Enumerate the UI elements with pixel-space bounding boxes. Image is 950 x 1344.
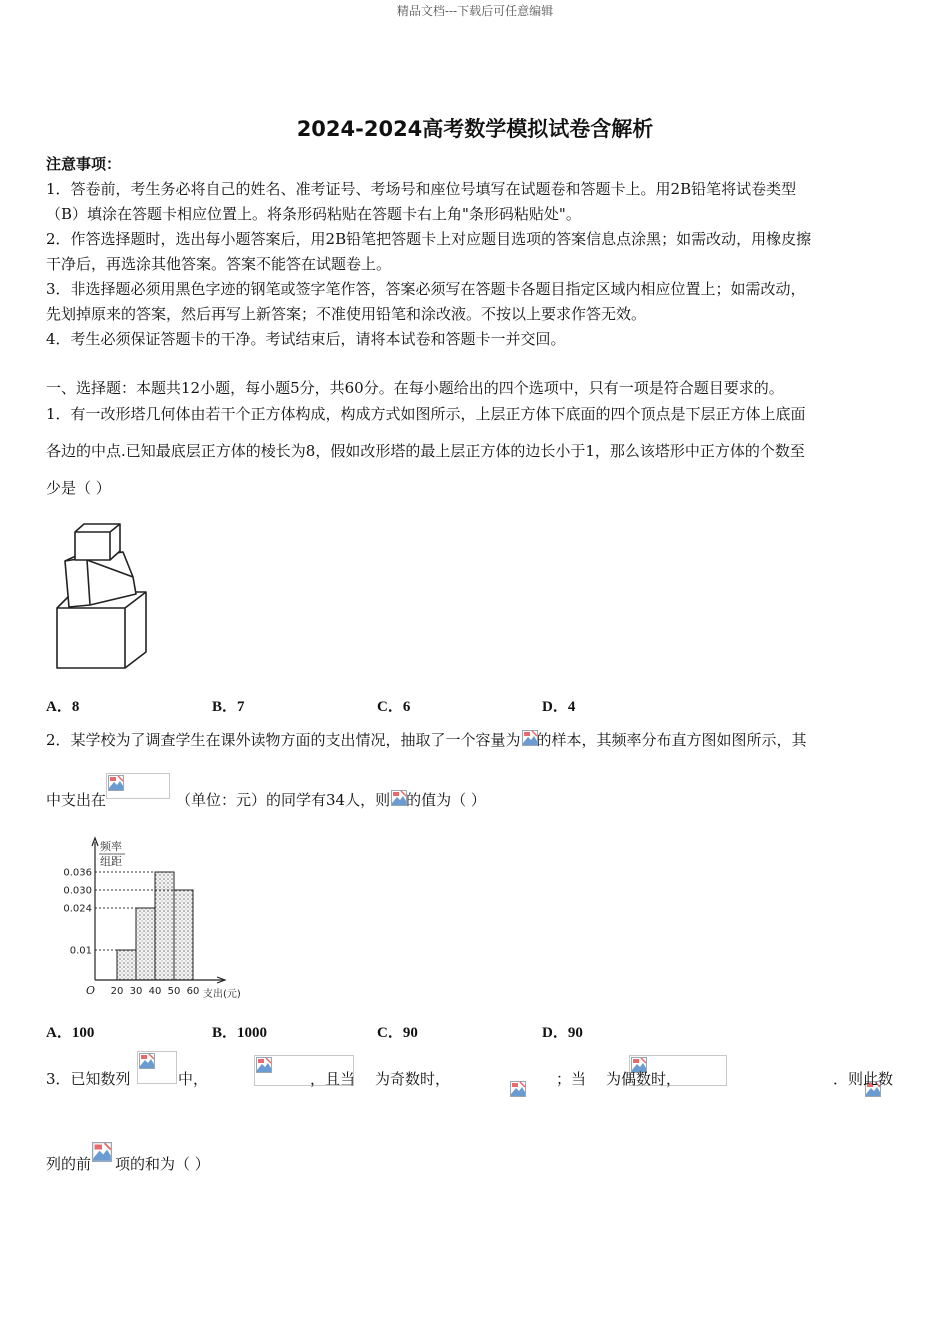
histogram-bar (174, 890, 193, 980)
x-tick-label: 50 (167, 986, 181, 997)
q3-text-7: ．则此数 (833, 1070, 894, 1088)
q1-line-1: 1．有一改形塔几何体由若干个正方体构成，构成方式如图所示，上层正方体下底面的四个顶点是下层正方体上底面 (46, 405, 806, 423)
notice-line-6: 先划掉原来的答案，然后再写上新答案；不准使用铅笔和涂改液。不按以上要求作答无效。 (46, 305, 647, 323)
y-tick-label: 0.030 (63, 885, 92, 897)
origin-label: O (86, 984, 96, 997)
notice-line-5: 3．非选择题必须用黑色字迹的钢笔或签字笔作答，答案必须写在答题卡各题目指定区域内相应位置上；如需改动， (46, 280, 806, 298)
q1-option-b[interactable]: B．7 (212, 699, 245, 715)
y-label-bottom: 组距 (100, 855, 122, 868)
x-tick-label: 60 (186, 986, 200, 997)
q2-line-2 (46, 773, 486, 810)
q2-line-1 (46, 729, 807, 750)
q2-histogram (55, 834, 260, 1004)
q2-text-1b: 的样本，其频率分布直方图如图所示，其 (536, 731, 807, 749)
q2-option-c[interactable]: C．90 (377, 1025, 418, 1041)
q3-text-2: 中， (178, 1070, 209, 1088)
q3-text-4: 为奇数时， (375, 1070, 451, 1088)
histogram-bar (117, 950, 136, 980)
q2-text-1a: 2．某学校为了调查学生在课外读物方面的支出情况，抽取了一个容量为 (46, 731, 521, 749)
y-tick-label: 0.024 (63, 903, 92, 915)
q3-text-6: 为偶数时， (606, 1070, 682, 1088)
x-tick-label: 30 (129, 986, 143, 997)
q2-option-a[interactable]: A．100 (46, 1025, 95, 1041)
q2-text-2b: （单位：元）的同学有34人，则 (176, 791, 391, 809)
q1-line-2: 各边的中点.已知最底层正方体的棱长为8，假如改形塔的最上层正方体的边长小于1，那么该塔形中正方体的个数至 (46, 442, 805, 460)
q1-option-a[interactable]: A．8 (46, 699, 80, 715)
q1-option-d[interactable]: D．4 (542, 699, 576, 715)
histogram-bar (136, 908, 155, 980)
q2-option-d[interactable]: D．90 (542, 1025, 583, 1041)
x-tick-label: 40 (148, 986, 162, 997)
formula-image-icon (106, 773, 170, 799)
histogram-bar (155, 872, 174, 980)
q2-text-2c: 的值为（ ） (406, 791, 486, 809)
q3-text-1: 3．已知数列 (46, 1070, 131, 1088)
q1-line-3: 少是（ ） (46, 479, 111, 497)
q3-text-2a: 列的前 (46, 1155, 92, 1173)
q2-text-2a: 中支出在 (46, 791, 107, 809)
notice-line-3: 2．作答选择题时，选出每小题答案后，用2B铅笔把答题卡上对应题目选项的答案信息点涂黑；如需改动，用橡皮擦 (46, 230, 812, 248)
page-title: 2024-2024高考数学模拟试卷含解析 (296, 117, 654, 141)
y-label-top: 频率 (100, 840, 122, 853)
formula-image-icon (137, 1051, 177, 1084)
x-tick-label: 20 (110, 986, 124, 997)
formula-image-icon (521, 729, 537, 749)
y-tick-label: 0.036 (63, 867, 92, 879)
q3-text-2b: 项的和为（ ） (115, 1155, 210, 1173)
q1-tower-figure (50, 520, 155, 675)
q3-line-2 (46, 1141, 210, 1174)
x-axis-label: 支出(元) (203, 989, 241, 1000)
q3-text-5: ；当 (556, 1070, 587, 1088)
q2-option-b[interactable]: B．1000 (212, 1025, 268, 1041)
section-heading: 一、选择题：本题共12小题，每小题5分，共60分。在每小题给出的四个选项中，只有一项是符合题目要求的。 (46, 379, 784, 397)
q3-text-3: ，且当 (310, 1070, 356, 1088)
formula-image-icon (509, 1080, 525, 1098)
notice-line-7: 4．考生必须保证答题卡的干净。考试结束后，请将本试卷和答题卡一并交回。 (46, 330, 566, 348)
notice-line-1: 1．答卷前，考生务必将自己的姓名、准考证号、考场号和座位号填写在试题卷和答题卡上。用2B铅笔将试卷类型 (46, 180, 797, 198)
formula-image-icon (390, 789, 406, 809)
header-note: 精品文档---下载后可任意编辑 (396, 4, 554, 18)
notice-line-2: （B）填涂在答题卡相应位置上。将条形码粘贴在答题卡右上角"条形码粘贴处"。 (46, 205, 581, 223)
formula-image-icon (91, 1141, 115, 1163)
notice-heading: 注意事项： (46, 155, 122, 173)
notice-line-4: 干净后，再选涂其他答案。答案不能答在试题卷上。 (46, 255, 392, 273)
y-tick-label: 0.01 (69, 945, 92, 957)
q1-option-c[interactable]: C．6 (377, 699, 411, 715)
